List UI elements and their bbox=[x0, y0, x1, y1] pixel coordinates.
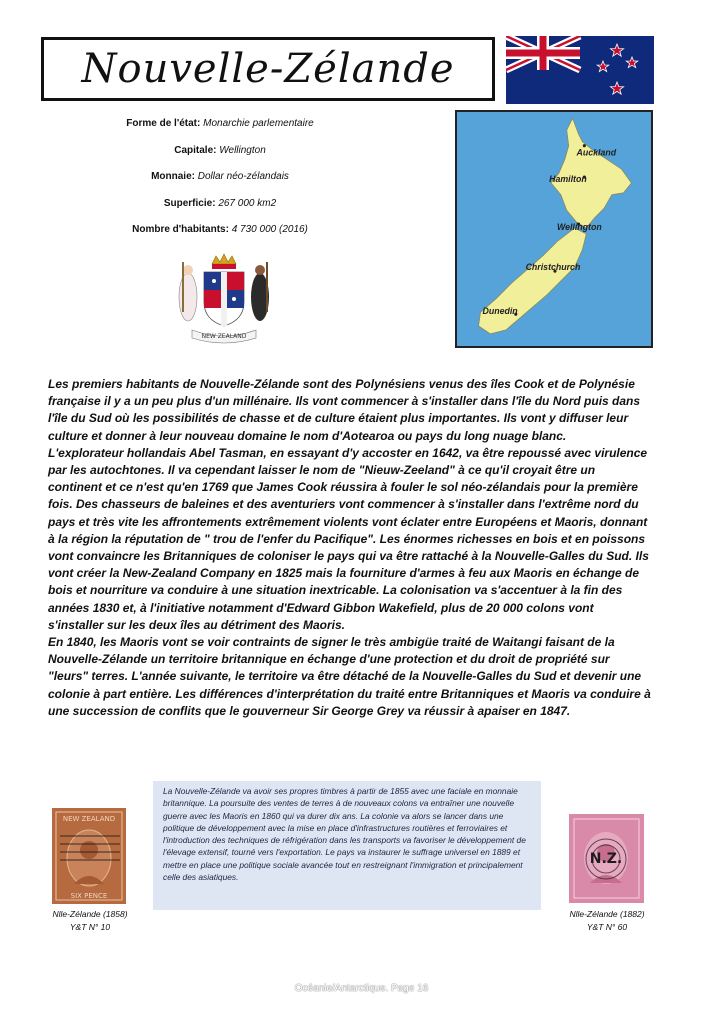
stamps-paragraph: La Nouvelle-Zélande va avoir ses propres timbres à partir de 1855 avec une faciale en monnaie britannique. La poursuite des ventes de terres à de nouveaux colons va entraîner une nouvelle guerre avec les Maoris en 1860 qui va durer dix ans. La colonie va alors se lancer dans une politique de développement avec la mise en place d'infrastructures routières et ferroviaires et l'introduction des techniques de réfrigération dans les transports va favoriser le développement de l'élevage extensif, tourné vers l'exportation. Le pays va instaurer le suffrage universel en 1889 et mettre en place une politique sociale avancée tout en restreignant l'immigration et principalement celle des asiatiques. bbox=[163, 786, 526, 883]
stamp-1882-text: N.Z. bbox=[589, 851, 623, 867]
map-city-auckland: Auckland bbox=[576, 147, 617, 158]
map-city-dunedin: Dunedin bbox=[482, 306, 518, 317]
history-paragraph: L'explorateur hollandais Abel Tasman, en essayant d'y accoster en 1642, va être repoussé avec virulence par les autochtones. Il va cependant laisser le nom de "Nieuw-Zeeland" à ce qu'il croyait être un continent et ce n'est qu'en 1769 que James Cook réussira à fouler le sol néo-zélandais pour la première fois. Des chasseurs de baleines et des aventuriers vont commencer à s'installer dans l'extrême nord du pays et très vite les affrontements extrêmement violents vont éclater entre Européens et Maoris, donnant à la région la réputation de " trou de l'enfer du Pacifique". Les énormes richesses en bois et en poissons vont convaincre les Britanniques de coloniser le pays qui va être rattaché à la Nouvelle-Galles du Sud. Ils vont créer la New-Zealand Company en 1825 mais la fourniture d'armes à feu aux Maoris en échange de bois et nourriture va conduire à une situation inextricable. La colonisation va s'accentuer à la fin des années 1830 et, à l'initiative notamment d'Edward Gibbon Wakefield, plus de 20 000 colons vont s'installer sur les deux îles au détriment des Maoris. bbox=[48, 445, 649, 632]
info-row-population: Nombre d'habitants: 4 730 000 (2016) bbox=[132, 224, 308, 235]
history-paragraph: Les premiers habitants de Nouvelle-Zélande sont des Polynésiens venus des îles Cook et de Polynésie française il y a un peu plus d'un millénaire. Ils vont commencer à s'installer dans l'île du Nord puis dans l'île du Sud où les possibilités de chasse et de culture étaient plus importantes. Ils vont y diffuser leur culture et donner à leur nouveau domaine le nom d'Aotearoa ou pays du long nuage blanc. bbox=[48, 377, 641, 443]
map-city-hamilton: Hamilton bbox=[549, 173, 587, 184]
stamp-caption-1858: Nlle-Zélande (1858) Y&T N° 10 bbox=[52, 909, 128, 932]
stamp-caption-1882: Nlle-Zélande (1882) Y&T N° 60 bbox=[569, 909, 645, 932]
info-row-area: Superficie: 267 000 km2 bbox=[163, 197, 277, 209]
stamp-1858-bottom-text: SIX PENCE bbox=[70, 892, 108, 900]
info-row-government: Forme de l'état: Monarchie parlementaire bbox=[126, 118, 314, 129]
coat-of-arms bbox=[172, 252, 277, 348]
stamp-1882 bbox=[566, 811, 647, 906]
country-info bbox=[100, 117, 340, 250]
page-title: Nouvelle-Zélande bbox=[81, 46, 455, 92]
new-zealand-map bbox=[455, 110, 653, 348]
info-row-currency: Monnaie: Dollar néo-zélandais bbox=[151, 171, 289, 182]
stamp-1858-top-text: NEW ZEALAND bbox=[62, 815, 116, 823]
page-footer: Océanie/Antarctique. Page 16 bbox=[294, 983, 429, 994]
map-city-christchurch: Christchurch bbox=[525, 262, 581, 273]
coat-of-arms-motto: NEW ZEALAND bbox=[201, 333, 247, 340]
info-row-capital: Capitale: Wellington bbox=[174, 144, 266, 156]
new-zealand-flag bbox=[506, 36, 654, 104]
stamps-text-box bbox=[153, 781, 541, 910]
title-box bbox=[41, 37, 495, 101]
history-paragraph: En 1840, les Maoris vont se voir contraints de signer le très ambigüe traité de Waitangi faisant de la Nouvelle-Zélande un territoire britannique en échange d'une protection et du droit de propriété sur "leurs" terres. L'année suivante, le territoire va être détaché de la Nouvelle-Galles du Sud et devenir une colonie à part entière. Les différences d'interprétation du traité entre Britanniques et Maoris va conduire à une succession de conflits que le gouverneur Sir George Grey va réussir à apaiser en 1847. bbox=[48, 635, 651, 718]
stamp-1858 bbox=[50, 806, 128, 906]
map-city-wellington: Wellington bbox=[556, 221, 602, 232]
history-text bbox=[48, 376, 652, 720]
